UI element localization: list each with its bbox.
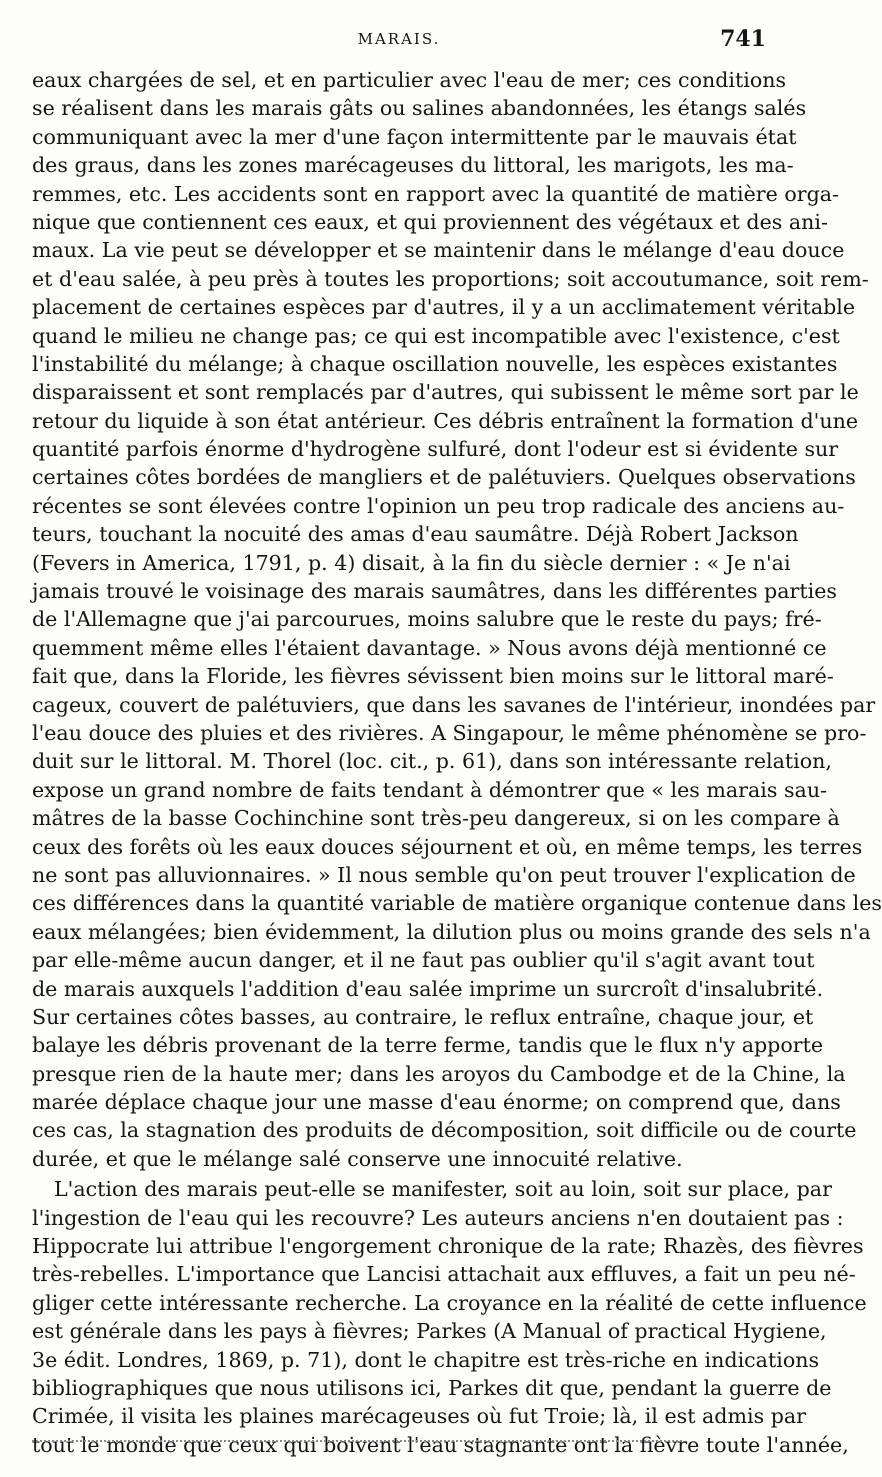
text-line: gliger cette intéressante recherche. La croyance en la réalité de cette influence — [32, 1290, 867, 1315]
text-line: tout le monde que ceux qui boivent l'eau stagnante ont la fièvre toute l'année, — [32, 1432, 849, 1457]
text-line: expose un grand nombre de faits tendant à démontrer que « les marais sau- — [32, 777, 828, 802]
text-line: L'action des marais peut-elle se manifester, soit au loin, soit sur place, par — [54, 1177, 832, 1202]
text-line: teurs, touchant la nocuité des amas d'eau saumâtre. Déjà Robert Jackson — [32, 522, 799, 547]
text-line: Sur certaines côtes basses, au contraire, le reflux entraîne, chaque jour, et — [32, 1004, 814, 1029]
text-line: placement de certaines espèces par d'autres, il y a un acclimatement véritable — [32, 295, 856, 320]
text-line: l'ingestion de l'eau qui les recouvre? Les auteurs anciens n'en doutaient pas : — [32, 1205, 844, 1230]
text-line: se réalisent dans les marais gâts ou salines abandonnées, les étangs salés — [32, 96, 807, 121]
text-line: l'eau douce des pluies et des rivières. A Singapour, le même phénomène se pro- — [32, 720, 867, 745]
text-line: remmes, etc. Les accidents sont en rapport avec la quantité de matière orga- — [32, 181, 840, 206]
text-line: 3e édit. Londres, 1869, p. 71), dont le chapitre est très-riche en indications — [32, 1347, 820, 1372]
text-line: Crimée, il visita les plaines marécageuses où fut Troie; là, il est admis par — [32, 1404, 807, 1429]
text-line: quantité parfois énorme d'hydrogène sulfuré, dont l'odeur est si évidente sur — [32, 437, 839, 462]
paragraph — [32, 66, 882, 1173]
text-line: presque rien de la haute mer; dans les aroyos du Cambodge et de la Chine, la — [32, 1061, 846, 1086]
text-line: nique que contiennent ces eaux, et qui proviennent des végétaux et des ani- — [32, 209, 828, 234]
text-line: très-rebelles. L'importance que Lancisi attachait aux effluves, a fait un peu né- — [32, 1262, 856, 1287]
text-line: cageux, couvert de palétuviers, que dans les savanes de l'intérieur, inondées par — [32, 692, 876, 717]
text-line: maux. La vie peut se développer et se maintenir dans le mélange d'eau douce — [32, 238, 845, 263]
text-line: ces différences dans la quantité variable de matière organique contenue dans les — [32, 891, 882, 916]
text-line: récentes se sont élevées contre l'opinion un peu trop radicale des anciens au- — [32, 493, 845, 518]
text-line: l'instabilité du mélange; à chaque oscillation nouvelle, les espèces existantes — [32, 351, 838, 376]
footer-divider — [32, 1440, 682, 1442]
text-line: est générale dans les pays à fièvres; Parkes (A Manual of practical Hygiene, — [32, 1319, 827, 1344]
text-line: quand le milieu ne change pas; ce qui est incompatible avec l'existence, c'est — [32, 323, 840, 348]
text-line: et d'eau salée, à peu près à toutes les proportions; soit accoutumance, soit rem- — [32, 266, 869, 291]
text-line: jamais trouvé le voisinage des marais saumâtres, dans les différentes parties — [32, 579, 837, 604]
text-line: de l'Allemagne que j'ai parcourues, moins salubre que le reste du pays; fré- — [32, 607, 822, 632]
text-line: par elle-même aucun danger, et il ne faut pas oublier qu'il s'agit avant tout — [32, 948, 815, 973]
text-line: disparaissent et sont remplacés par d'autres, qui subissent le même sort par le — [32, 380, 859, 405]
text-line: (Fevers in America, 1791, p. 4) disait, à la fin du siècle dernier : « Je n'ai — [32, 550, 791, 575]
text-line: de marais auxquels l'addition d'eau salée imprime un surcroît d'insalubrité. — [32, 976, 823, 1001]
text-line: bibliographiques que nous utilisons ici, Parkes dit que, pendant la guerre de — [32, 1375, 832, 1400]
running-title: MARAIS. — [357, 30, 441, 48]
text-line: mâtres de la basse Cochinchine sont très-peu dangereux, si on les compare à — [32, 806, 840, 831]
text-line: Hippocrate lui attribue l'engorgement chronique de la rate; Rhazès, des fièvres — [32, 1234, 864, 1259]
text-line: eaux mélangées; bien évidemment, la dilution plus ou moins grande des sels n'a — [32, 919, 871, 944]
text-line: quemment même elles l'étaient davantage. » Nous avons déjà mentionné ce — [32, 635, 827, 660]
text-line: eaux chargées de sel, et en particulier avec l'eau de mer; ces conditions — [32, 68, 787, 92]
text-line: retour du liquide à son état antérieur. Ces débris entraînent la formation d'une — [32, 408, 859, 433]
text-line: certaines côtes bordées de mangliers et de palétuviers. Quelques observations — [32, 465, 856, 490]
text-line: balaye les débris provenant de la terre ferme, tandis que le flux n'y apporte — [32, 1033, 824, 1058]
text-line: ceux des forêts où les eaux douces séjournent et où, en même temps, les terres — [32, 834, 863, 859]
text-line: ces cas, la stagnation des produits de décomposition, soit difficile ou de courte — [32, 1118, 857, 1143]
paragraph — [32, 1175, 867, 1459]
body-text — [32, 66, 882, 1459]
text-line: ne sont pas alluvionnaires. » Il nous semble qu'on peut trouver l'explication de — [32, 862, 856, 887]
page-number: 741 — [720, 26, 766, 52]
text-line: marée déplace chaque jour une masse d'eau énorme; on comprend que, dans — [32, 1090, 841, 1115]
text-line: duit sur le littoral. M. Thorel (loc. cit., p. 61), dans son intéressante relation, — [32, 749, 832, 774]
text-line: fait que, dans la Floride, les fièvres sévissent bien moins sur le littoral maré- — [32, 664, 834, 689]
text-line: communiquant avec la mer d'une façon intermittente par le mauvais état — [32, 124, 797, 149]
page-header — [32, 26, 766, 56]
text-line: des graus, dans les zones marécageuses du littoral, les marigots, les ma- — [32, 153, 794, 178]
text-line: durée, et que le mélange salé conserve une innocuité relative. — [32, 1146, 683, 1171]
